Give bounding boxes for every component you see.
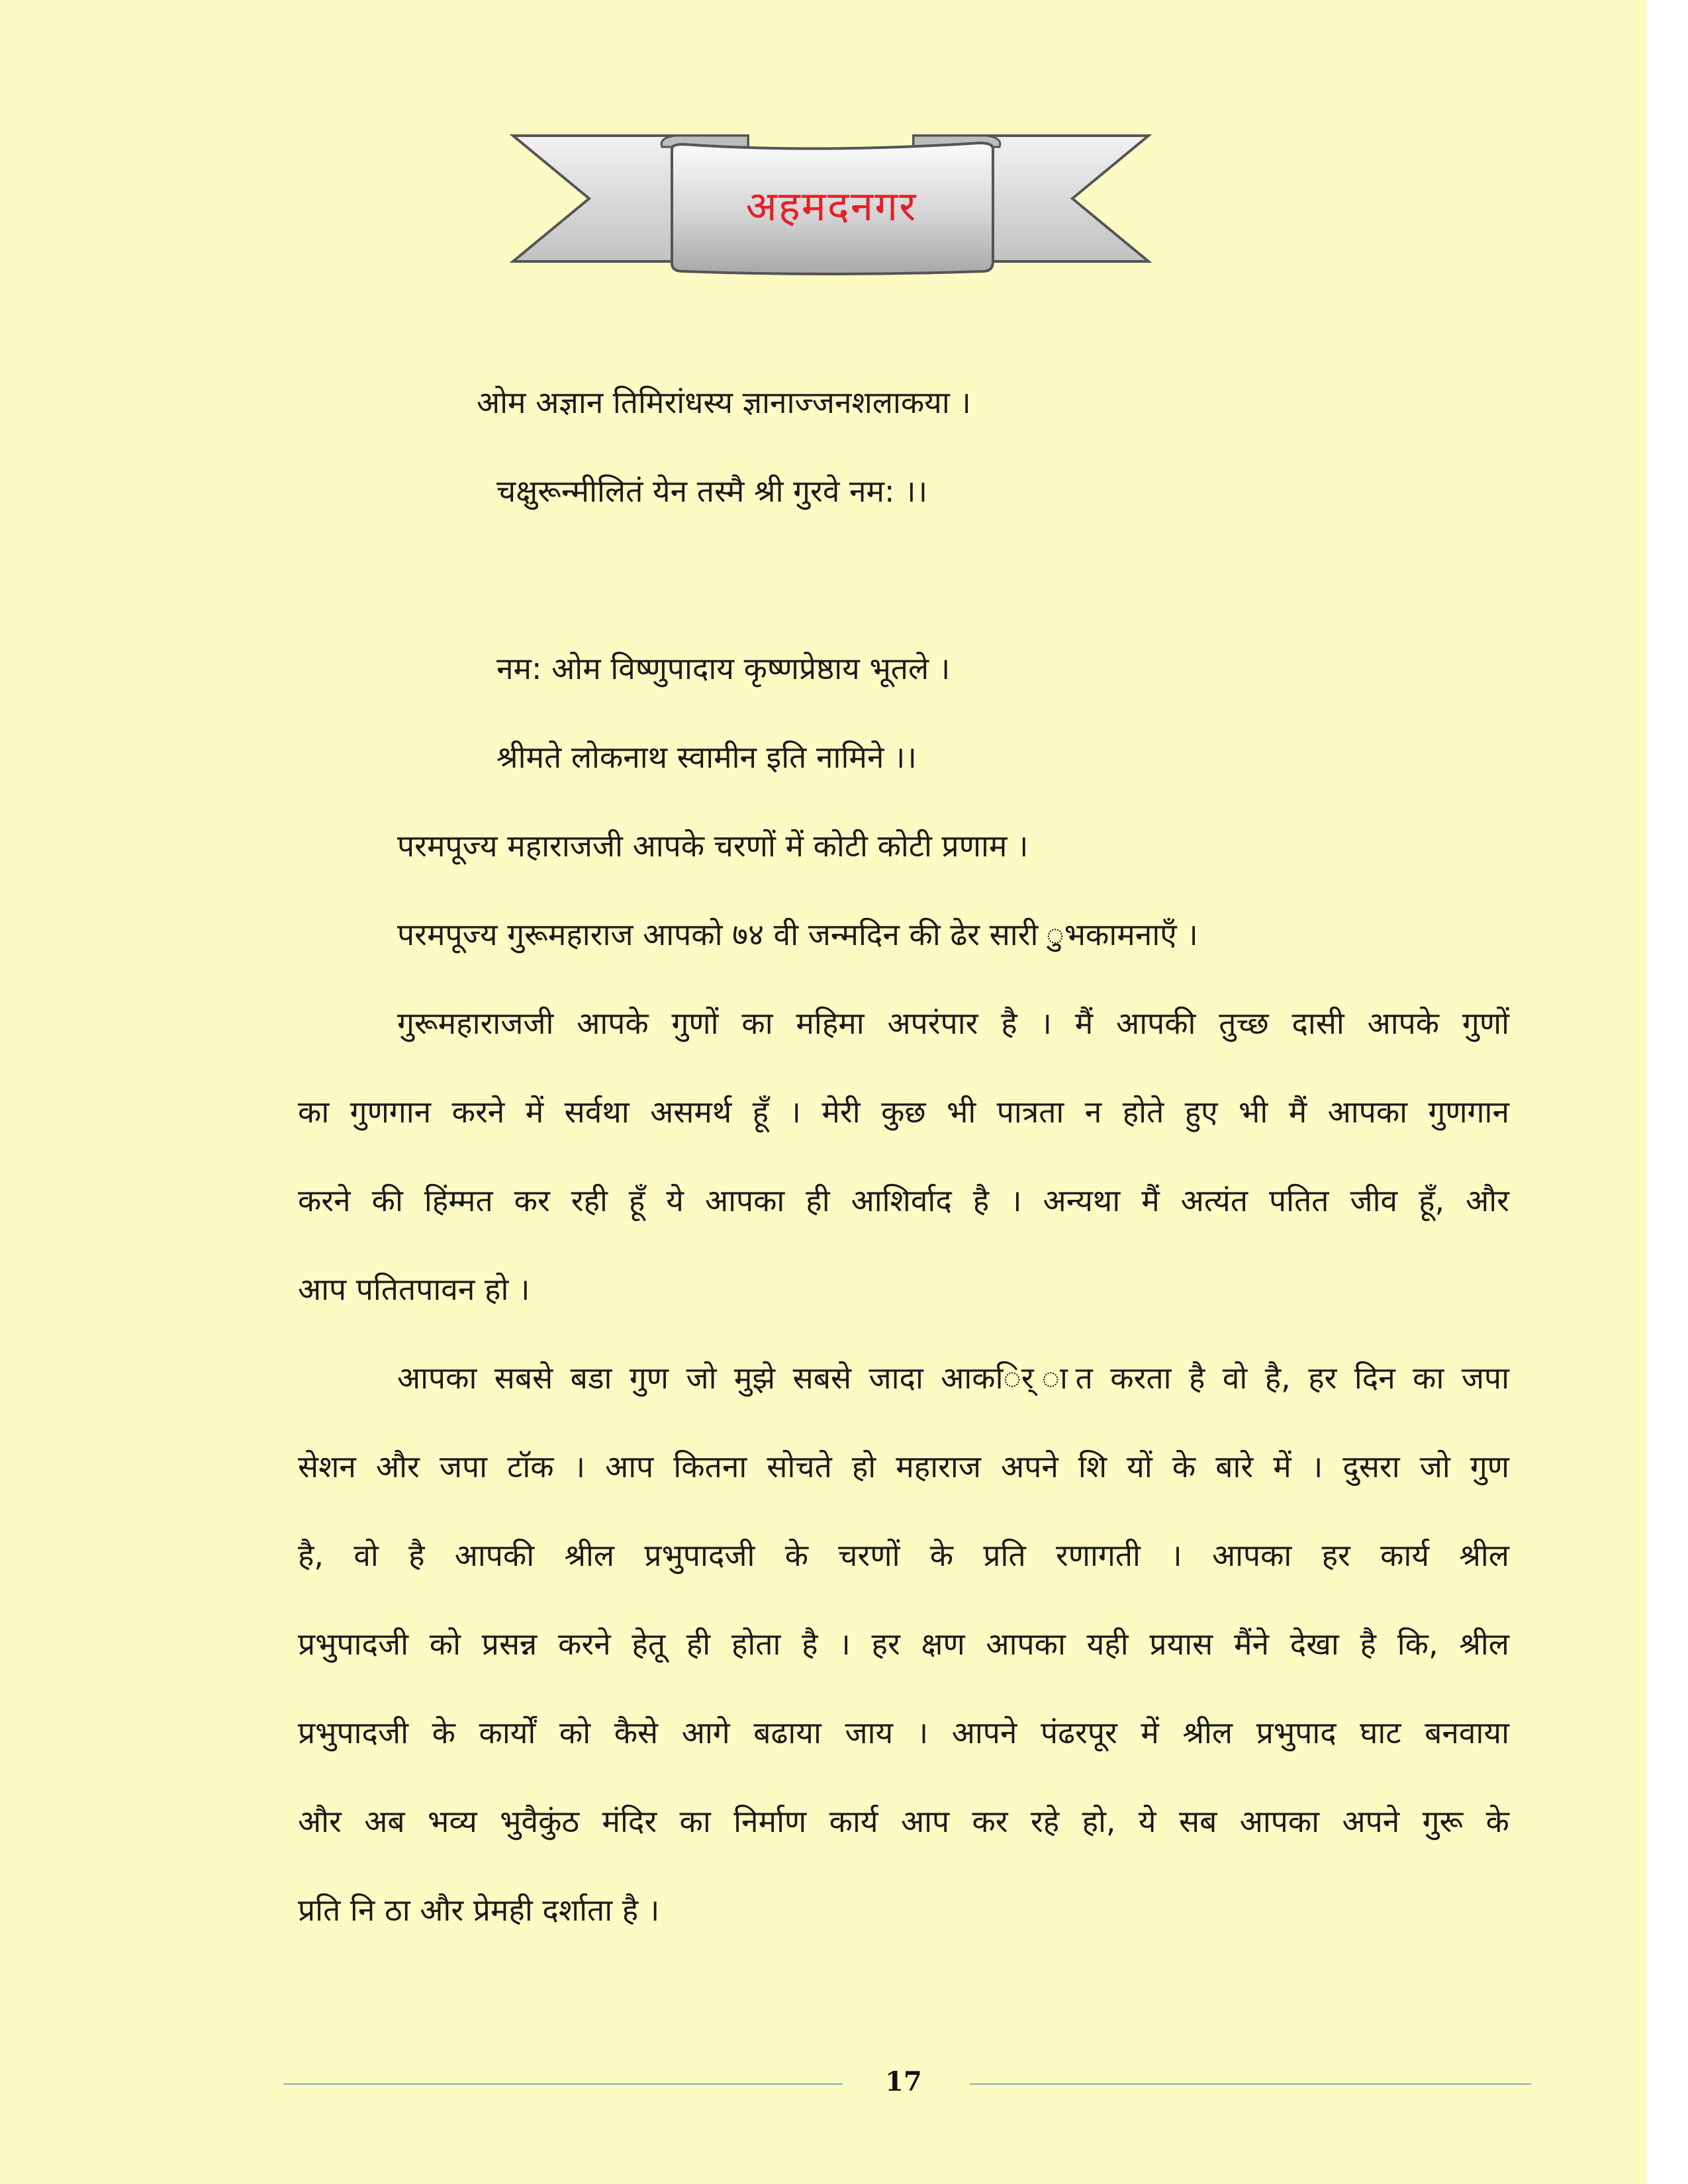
- paragraph2-line-6: और अब भव्य भुवैकुंठ मंदिर का निर्माण कार्य आप कर रहे हो, ये सब आपका अपने गुरू के: [298, 1803, 1509, 1839]
- verse-line-3: नम: ओम विष्णुपादाय कृष्णप्रेष्ठाय भूतले ।: [496, 651, 951, 686]
- verse-line-2: चक्षुरून्मीलितं येन तस्मै श्री गुरवे नम: ।।: [496, 473, 928, 509]
- paragraph2-line-3: है, वो है आपकी श्रील प्रभुपादजी के चरणों के प्रति रणागती । आपका हर कार्य श्रील: [298, 1537, 1509, 1573]
- paragraph1-line-4: आप पतितपावन हो ।: [298, 1271, 530, 1307]
- paragraph1-line-2: का गुणगान करने में सर्वथा असमर्थ हूॅं । मेरी कुछ भी पात्रता न होते हुए भी मैं आपका गुणगान: [298, 1094, 1509, 1130]
- paragraph2-line-4: प्रभुपादजी को प्रसन्न करने हेतू ही होता है । हर क्षण आपका यही प्रयास मैंने देखा है कि, श्रील: [298, 1626, 1509, 1662]
- verse-line-4: श्रीमते लोकनाथ स्वामीन इति नामिने ।।: [496, 739, 917, 775]
- page-number: 17: [885, 2066, 922, 2097]
- paragraph1-line-1: गुरूमहाराजजी आपके गुणों का महिमा अपरंपार है । मैं आपकी तुच्छ दासी आपके गुणों: [397, 1005, 1509, 1041]
- paragraph2-line-5: प्रभुपादजी के कार्यों को कैसे आगे बढाया जाय । आपने पंढरपूर में श्रील प्रभुपाद घाट बनवाया: [298, 1715, 1509, 1751]
- verse-line-1: ओम अज्ञान तिमिरांधस्य ज्ञानाज्जनशलाकया ।: [477, 385, 971, 420]
- footer-rule-right: [970, 2083, 1531, 2085]
- page-title: अहमदनगर: [745, 182, 917, 230]
- greeting-line-1: परमपूज्य महाराजजी आपके चरणों में कोटी कोटी प्रणाम ।: [397, 828, 1029, 864]
- greeting-line-2: परमपूज्य गुरूमहाराज आपको ७४ वी जन्मदिन की ढेर सारी ुभकामनाऍं ।: [397, 917, 1198, 952]
- paragraph1-line-3: करने की हिंम्मत कर रही हूॅं ये आपका ही आशिर्वाद है । अन्यथा मैं अत्यंत पतित जीव हूॅं, और: [298, 1183, 1509, 1218]
- paragraph2-line-2: सेशन और जपा टॉक । आप कितना सोचते हो महाराज अपने शि यों के बारे में । दुसरा जो गुण: [298, 1449, 1509, 1484]
- paragraph2-line-7: प्रति नि ठा और प्रेमही दर्शाता है ।: [298, 1892, 660, 1928]
- page-margin-strip: [1647, 0, 1688, 2184]
- footer-rule-left: [283, 2083, 843, 2085]
- paragraph2-line-1: आपका सबसे बडा गुण जो मुझे सबसे जादा आकर्ि ात करता है वो है, हर दिन का जपा: [397, 1360, 1509, 1396]
